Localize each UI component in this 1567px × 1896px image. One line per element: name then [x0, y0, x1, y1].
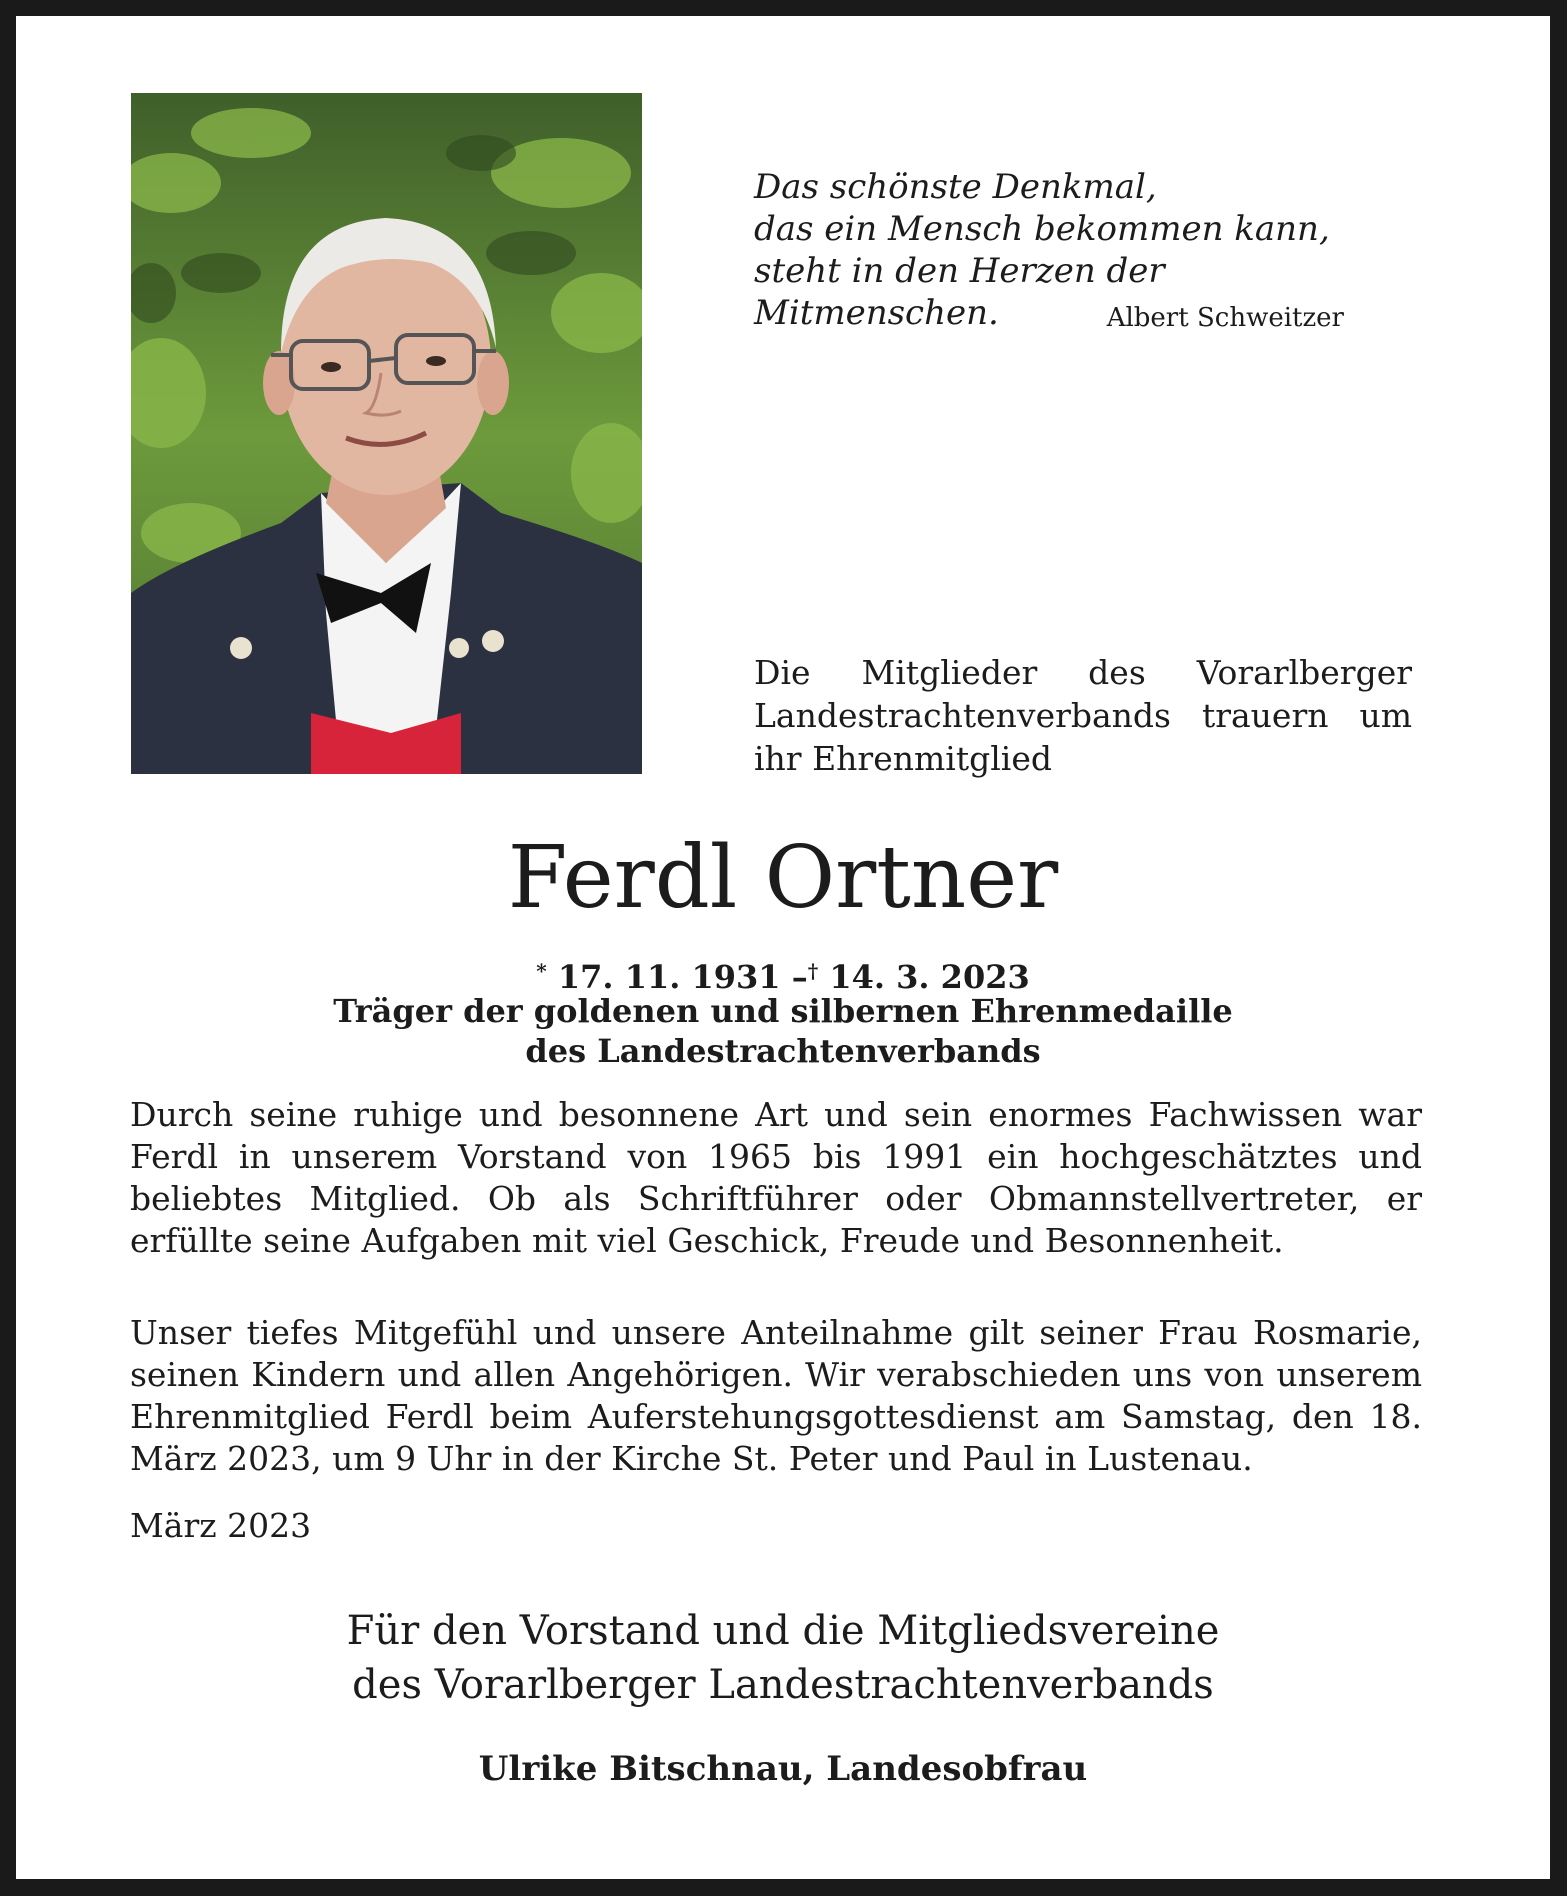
board-signature: [16, 1604, 1550, 1712]
deceased-name: Ferdl Ortner: [507, 828, 1059, 928]
quote-line: Das schönste Denkmal,: [754, 167, 1157, 207]
quote-line: das ein Mensch bekommen kann,: [754, 209, 1330, 249]
body-paragraph: Durch seine ruhige und besonnene Art und sein enormes Fachwissen war Ferdl in unserem Vorstand von 1965 bis 1991 ein hochgeschätztes und beliebtes Mitglied. Ob als Schriftführer oder Obmannstellvertreter, er erfüllte seine Aufgaben mit viel Geschick, Freude und Besonnenheit.: [130, 1095, 1422, 1260]
death-symbol: †: [807, 959, 819, 983]
birth-symbol: *: [536, 959, 547, 983]
honor-title: [16, 991, 1550, 1071]
signer-name: Ulrike Bitschnau, Landesobfrau: [478, 1749, 1088, 1789]
quote-line: steht in den Herzen der Mitmenschen.: [754, 251, 1165, 333]
obituary-page: [16, 16, 1550, 1879]
board-line: des Vorarlberger Landestrachtenverbands: [352, 1662, 1214, 1708]
honor-line: des Landestrachtenverbands: [525, 1032, 1041, 1070]
portrait-photo: [131, 93, 642, 774]
notice-date: März 2023: [130, 1506, 312, 1545]
quote-author: Albert Schweitzer: [1106, 303, 1344, 333]
board-line: Für den Vorstand und die Mitgliedsvereine: [346, 1608, 1220, 1654]
mourning-intro: Die Mitglieder des Vorarlberger Landestrachtenverbands trauern um ihr Ehrenmitglied: [754, 653, 1412, 778]
body-paragraph: Unser tiefes Mitgefühl und unsere Anteilnahme gilt seiner Frau Rosmarie, seinen Kindern und allen Angehörigen. Wir verabschieden uns von unserem Ehrenmitglied Ferdl beim Auferstehungsgottesdienst am Samstag, den 18. März 2023, um 9 Uhr in der Kirche St. Peter und Paul in Lustenau.: [130, 1313, 1422, 1478]
portrait-image: [131, 93, 642, 774]
date-separator: –: [791, 958, 808, 996]
death-date: 14. 3. 2023: [829, 958, 1030, 996]
honor-line: Träger der goldenen und silbernen Ehrenmedaille: [333, 992, 1233, 1030]
birth-date: 17. 11. 1931: [557, 958, 781, 996]
